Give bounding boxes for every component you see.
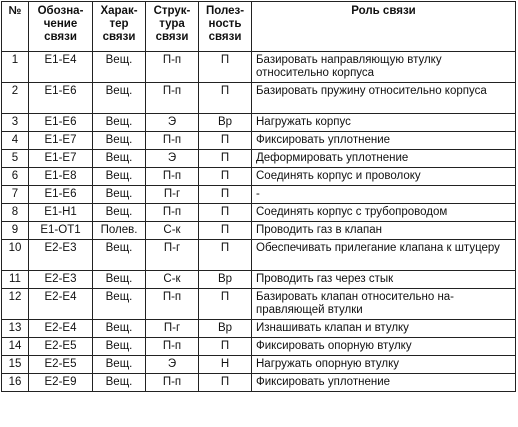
- row-character: Вещ.: [93, 240, 146, 271]
- row-role: Соединять корпус и проволоку: [252, 168, 516, 186]
- row-number: 11: [2, 271, 29, 289]
- row-usefulness: П: [199, 240, 252, 271]
- row-number: 9: [2, 222, 29, 240]
- table-row: [2, 168, 516, 186]
- row-character: Вещ.: [93, 338, 146, 356]
- table-row: [2, 374, 516, 392]
- row-usefulness: П: [199, 374, 252, 392]
- row-structure: П-п: [146, 289, 199, 320]
- row-designation: E1-E6: [29, 114, 93, 132]
- row-usefulness: П: [199, 222, 252, 240]
- header-num: №: [2, 2, 29, 52]
- row-usefulness: П: [199, 186, 252, 204]
- row-role: Проводить газ через стык: [252, 271, 516, 289]
- row-designation: E1-E8: [29, 168, 93, 186]
- row-number: 10: [2, 240, 29, 271]
- header-usefulness: Полез- ность связи: [199, 2, 252, 52]
- row-role: Нагружать корпус: [252, 114, 516, 132]
- header-designation: Обозна- чение связи: [29, 2, 93, 52]
- row-usefulness: П: [199, 204, 252, 222]
- row-character: Вещ.: [93, 271, 146, 289]
- row-character: Вещ.: [93, 374, 146, 392]
- row-number: 15: [2, 356, 29, 374]
- row-designation: E1-E6: [29, 83, 93, 114]
- row-usefulness: П: [199, 132, 252, 150]
- row-role: Деформировать уплотнение: [252, 150, 516, 168]
- table-row: [2, 356, 516, 374]
- row-structure: Э: [146, 114, 199, 132]
- row-number: 8: [2, 204, 29, 222]
- row-usefulness: П: [199, 168, 252, 186]
- row-character: Вещ.: [93, 52, 146, 83]
- row-usefulness: П: [199, 83, 252, 114]
- table-row: [2, 186, 516, 204]
- row-designation: E2-E5: [29, 356, 93, 374]
- row-number: 1: [2, 52, 29, 83]
- header-character: Харак- тер связи: [93, 2, 146, 52]
- row-role: Обеспечивать прилегание клапана к штуцеру: [252, 240, 516, 271]
- row-designation: E2-E4: [29, 289, 93, 320]
- row-usefulness: П: [199, 52, 252, 83]
- row-role: Базировать направляющую втулку относительно корпуса: [252, 52, 516, 83]
- row-structure: П-п: [146, 132, 199, 150]
- row-structure: П-п: [146, 52, 199, 83]
- table-row: [2, 320, 516, 338]
- row-usefulness: Н: [199, 356, 252, 374]
- row-structure: П-г: [146, 186, 199, 204]
- row-number: 6: [2, 168, 29, 186]
- row-structure: С-к: [146, 271, 199, 289]
- row-role: Фиксировать уплотнение: [252, 374, 516, 392]
- header-role: Роль связи: [252, 2, 516, 52]
- row-role: -: [252, 186, 516, 204]
- table-row: [2, 338, 516, 356]
- connections-table: [1, 1, 516, 392]
- row-number: 4: [2, 132, 29, 150]
- row-designation: E1-E4: [29, 52, 93, 83]
- row-designation: E1-E6: [29, 186, 93, 204]
- row-character: Вещ.: [93, 204, 146, 222]
- row-structure: П-п: [146, 338, 199, 356]
- row-structure: П-п: [146, 168, 199, 186]
- row-designation: E1-H1: [29, 204, 93, 222]
- row-role: Базировать пружину относительно корпуса: [252, 83, 516, 114]
- row-role: Проводить газ в клапан: [252, 222, 516, 240]
- row-character: Вещ.: [93, 168, 146, 186]
- table-container: [1, 1, 516, 392]
- row-structure: П-п: [146, 204, 199, 222]
- table-row: [2, 222, 516, 240]
- row-character: Вещ.: [93, 186, 146, 204]
- row-structure: Э: [146, 150, 199, 168]
- row-role: Фиксировать уплотнение: [252, 132, 516, 150]
- table-row: [2, 271, 516, 289]
- row-structure: П-п: [146, 374, 199, 392]
- table-body: [2, 52, 516, 392]
- row-designation: E1-OT1: [29, 222, 93, 240]
- row-number: 14: [2, 338, 29, 356]
- row-structure: Э: [146, 356, 199, 374]
- row-designation: E2-E9: [29, 374, 93, 392]
- table-row: [2, 132, 516, 150]
- row-designation: E2-E3: [29, 240, 93, 271]
- row-usefulness: П: [199, 150, 252, 168]
- header-row: [2, 2, 516, 52]
- row-usefulness: Вр: [199, 320, 252, 338]
- row-usefulness: П: [199, 289, 252, 320]
- row-character: Вещ.: [93, 83, 146, 114]
- table-row: [2, 240, 516, 271]
- row-character: Вещ.: [93, 150, 146, 168]
- row-usefulness: П: [199, 338, 252, 356]
- row-designation: E1-E7: [29, 150, 93, 168]
- row-role: Нагружать опорную втулку: [252, 356, 516, 374]
- row-number: 7: [2, 186, 29, 204]
- row-character: Вещ.: [93, 132, 146, 150]
- row-structure: П-п: [146, 83, 199, 114]
- row-number: 5: [2, 150, 29, 168]
- table-row: [2, 83, 516, 114]
- row-role: Базировать клапан относительно на-правляющей втулки: [252, 289, 516, 320]
- row-number: 13: [2, 320, 29, 338]
- row-designation: E2-E4: [29, 320, 93, 338]
- row-number: 12: [2, 289, 29, 320]
- row-character: Вещ.: [93, 114, 146, 132]
- row-structure: С-к: [146, 222, 199, 240]
- row-usefulness: Вр: [199, 271, 252, 289]
- row-structure: П-г: [146, 320, 199, 338]
- row-character: Полев.: [93, 222, 146, 240]
- table-row: [2, 52, 516, 83]
- row-number: 3: [2, 114, 29, 132]
- table-row: [2, 150, 516, 168]
- row-number: 2: [2, 83, 29, 114]
- row-number: 16: [2, 374, 29, 392]
- row-structure: П-г: [146, 240, 199, 271]
- table-row: [2, 114, 516, 132]
- table-row: [2, 204, 516, 222]
- row-role: Изнашивать клапан и втулку: [252, 320, 516, 338]
- row-role: Соединять корпус с трубопроводом: [252, 204, 516, 222]
- row-usefulness: Вр: [199, 114, 252, 132]
- header-structure: Струк- тура связи: [146, 2, 199, 52]
- table-row: [2, 289, 516, 320]
- row-designation: E2-E3: [29, 271, 93, 289]
- row-character: Вещ.: [93, 289, 146, 320]
- row-character: Вещ.: [93, 320, 146, 338]
- row-role: Фиксировать опорную втулку: [252, 338, 516, 356]
- row-character: Вещ.: [93, 356, 146, 374]
- row-designation: E1-E7: [29, 132, 93, 150]
- row-designation: E2-E5: [29, 338, 93, 356]
